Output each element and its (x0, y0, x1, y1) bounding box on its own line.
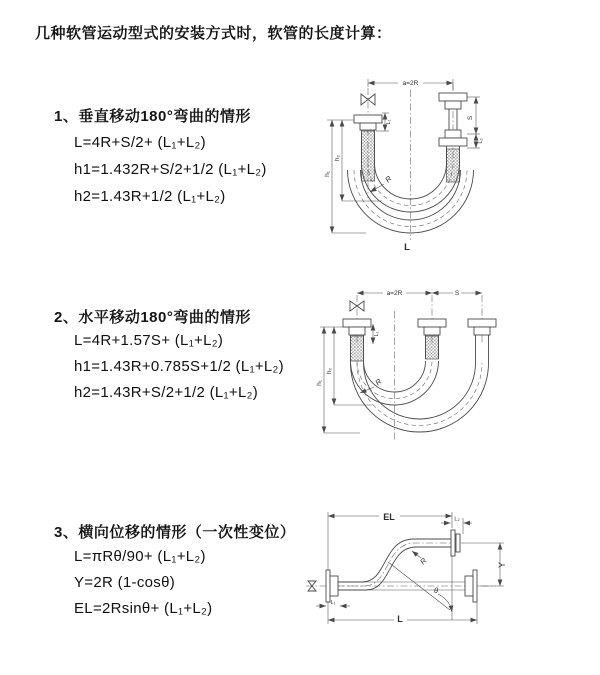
dim-y-label: Y (497, 561, 507, 569)
dim-l1-label: L₁ (374, 331, 380, 337)
diagram-lateral-displacement (300, 498, 600, 660)
section1-formula-h2: h2=1.43R+1/2 (L₁+L₂) (74, 188, 226, 205)
section1-formula-h1: h1=1.432R+S/2+1/2 (L₁+L₂) (74, 161, 267, 178)
dim-a2r-label: a=2R (402, 80, 419, 87)
section2-formula-l: L=4R+1.57S+ (L₁+L₂) (74, 332, 224, 349)
dim-l1-label: L₁ (386, 119, 392, 125)
dim-a2r-label: a=2R (386, 290, 403, 298)
section2-formula-h2: h2=1.43R+S/2+1/2 (L₁+L₂) (74, 384, 259, 401)
section2-heading: 2、水平移动180°弯曲的情形 (54, 309, 251, 326)
dim-h1-label: h₁ (324, 171, 331, 177)
dimension-lines (316, 510, 507, 624)
dim-l2-label: L₂ (478, 138, 484, 144)
dim-h2-label: h₂ (334, 154, 341, 162)
radius-label: R (383, 173, 394, 185)
section3-formula-l: L=πRθ/90+ (L₁+L₂) (74, 548, 206, 565)
hose-outline (351, 335, 489, 432)
length-label: L (404, 242, 410, 253)
dim-h1-label: h₁ (316, 380, 323, 386)
dim-s-label: S (454, 290, 460, 298)
dimension-lines (316, 288, 482, 433)
dim-l2-label: L₂ (454, 516, 460, 523)
hose-outline (338, 539, 451, 590)
pipe-fittings (326, 530, 477, 602)
section1-heading: 1、垂直移动180°弯曲的情形 (54, 108, 251, 125)
radius-label: R (418, 556, 429, 567)
section1-formula-l: L=4R+S/2+ (L₁+L₂) (74, 134, 206, 151)
section2-formula-h1: h1=1.43R+0.785S+1/2 (L₁+L₂) (74, 358, 284, 375)
pipe-fittings (343, 319, 496, 335)
dim-l1-label: L₁ (330, 600, 336, 606)
diagram-horizontal-u-bend (310, 283, 590, 455)
radius-label: R (373, 376, 384, 388)
dim-l-label: L (397, 614, 403, 624)
dim-s-label: S (467, 115, 474, 121)
section3-formula-el: EL=2Rsinθ+ (L₁+L₂) (74, 600, 213, 617)
section3-heading: 3、横向位移的情形（一次性变位） (54, 524, 296, 541)
section3-formula-y: Y=2R (1-cosθ) (74, 574, 176, 591)
angle-theta-label: θ (433, 586, 439, 595)
diagram-vertical-u-bend (310, 68, 590, 260)
page-title: 几种软管运动型式的安装方式时，软管的长度计算： (35, 25, 392, 42)
dim-el-label: EL (383, 512, 395, 522)
dim-h2-label: h₂ (326, 367, 333, 375)
